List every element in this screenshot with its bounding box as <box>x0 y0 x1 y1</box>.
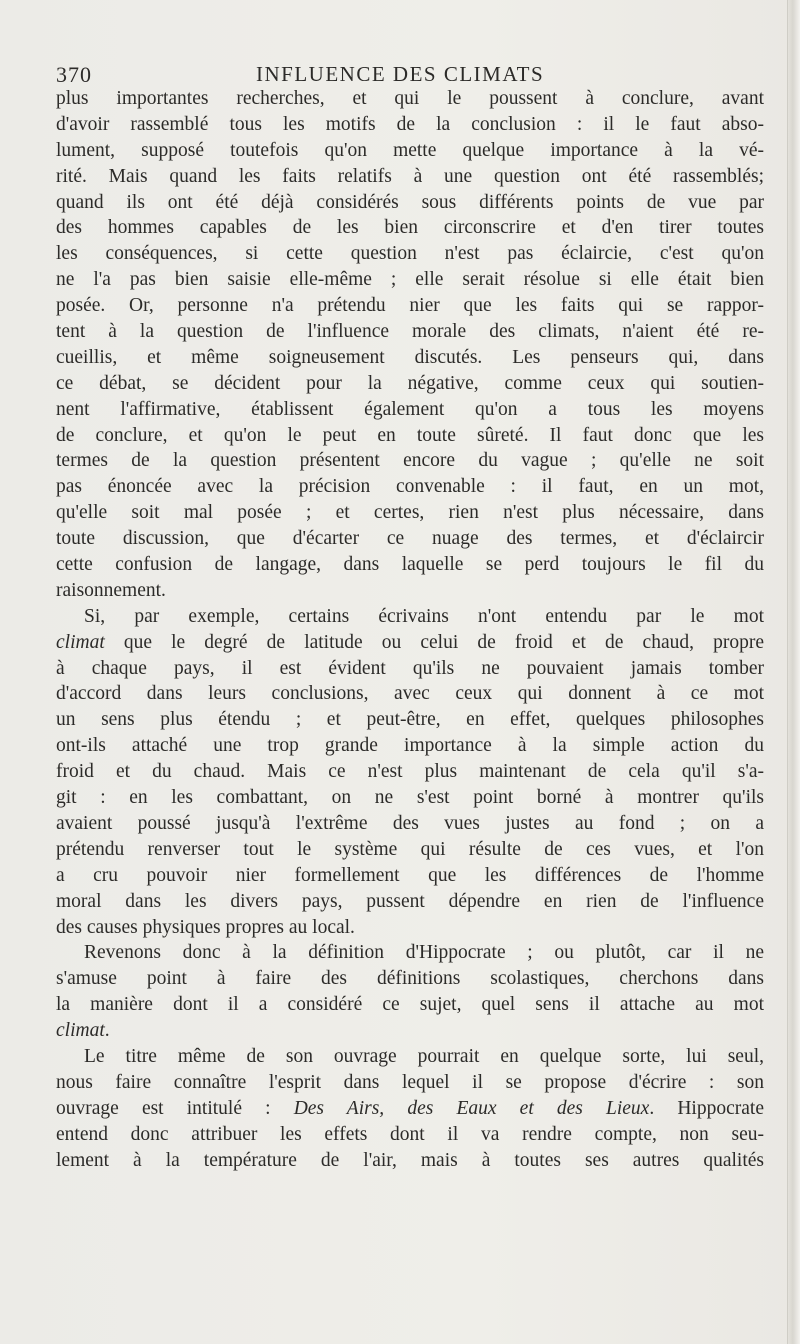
line-text: qu'elle soit mal posée ; et certes, rien n'est plus nécessaire, dans <box>56 502 764 524</box>
line-text: à chaque pays, il est évident qu'ils ne pouvaient jamais tomber <box>56 657 764 679</box>
line-text: quand ils ont été déjà considérés sous différents points de vue par <box>56 191 764 213</box>
line-text: plus importantes recherches, et qui le poussent à conclure, avant <box>56 88 764 109</box>
line-text: ne l'a pas bien saisie elle-même ; elle serait résolue si elle était bien <box>56 269 764 291</box>
text-line <box>56 86 764 112</box>
text-line <box>56 863 764 889</box>
line-text: ont-ils attaché une trop grande importance à la simple action du <box>56 735 764 757</box>
line-text: les conséquences, si cette question n'est pas éclaircie, c'est qu'on <box>56 243 764 265</box>
text-line <box>56 681 764 707</box>
line-text: d'avoir rassemblé tous les motifs de la conclusion : il le faut abso- <box>56 113 764 135</box>
text-line <box>56 837 764 863</box>
text-line <box>56 371 764 397</box>
line-text: des causes physiques propres au local. <box>56 916 355 938</box>
page-edge <box>787 0 800 1344</box>
text-line <box>56 138 764 164</box>
line-text: des hommes capables de les bien circonscrire et d'en tirer toutes <box>56 217 764 239</box>
line-text: posée. Or, personne n'a prétendu nier que les faits qui se rappor- <box>56 295 764 317</box>
line-text: tent à la question de l'influence morale des climats, n'aient été re- <box>56 321 764 343</box>
line-text: rité. Mais quand les faits relatifs à une question ont été rassemblés; <box>56 165 764 187</box>
text-line <box>56 423 764 449</box>
line-text: nous faire connaître l'esprit dans lequel il se propose d'écrire : son <box>56 1071 764 1093</box>
text-line <box>56 215 764 241</box>
text-line <box>56 1122 764 1148</box>
text-line <box>56 630 764 656</box>
line-text: froid et du chaud. Mais ce n'est plus maintenant de cela qu'il s'a- <box>56 761 764 783</box>
page-number: 370 <box>56 62 92 87</box>
text-line <box>56 915 764 941</box>
text-line <box>56 1096 764 1122</box>
text-line <box>56 759 764 785</box>
line-text: lement à la température de l'air, mais à toutes ses autres qualités <box>56 1149 764 1171</box>
line-text: . Hippocrate <box>649 1097 764 1119</box>
text-line <box>56 500 764 526</box>
text-line <box>56 889 764 915</box>
text-line <box>56 293 764 319</box>
line-text: lument, supposé toutefois qu'on mette quelque importance à la vé- <box>56 139 764 161</box>
line-text: ouvrage est intitulé : <box>56 1097 294 1119</box>
line-text: pas énoncée avec la précision convenable : il faut, en un mot, <box>56 476 764 498</box>
text-line <box>56 241 764 267</box>
text-line <box>56 474 764 500</box>
text-line <box>56 733 764 759</box>
line-text: Revenons donc à la définition d'Hippocrate ; ou plutôt, car il ne <box>84 942 764 964</box>
text-line <box>56 397 764 423</box>
body-text <box>56 86 764 1173</box>
text-line <box>56 578 764 604</box>
text-line <box>56 267 764 293</box>
text-line <box>56 345 764 371</box>
line-text: cueillis, et même soigneusement discutés. Les penseurs qui, dans <box>56 346 764 368</box>
line-text: s'amuse point à faire des définitions scolastiques, cherchons dans <box>56 968 764 990</box>
line-text: Le titre même de son ouvrage pourrait en quelque sorte, lui seul, <box>84 1045 764 1067</box>
line-text: nent l'affirmative, établissent également qu'on a tous les moyens <box>56 398 764 420</box>
text-line <box>56 1044 764 1070</box>
text-line <box>56 552 764 578</box>
text-line <box>56 112 764 138</box>
line-text: Si, par exemple, certains écrivains n'ont entendu par le mot <box>84 605 764 627</box>
line-text: cette confusion de langage, dans laquelle se perd toujours le fil du <box>56 554 764 576</box>
line-text: ce débat, se décident pour la négative, comme ceux qui soutien- <box>56 372 764 394</box>
line-text: termes de la question présentent encore du vague ; qu'elle ne soit <box>56 450 764 472</box>
line-text: que le degré de latitude ou celui de froid et de chaud, propre <box>104 631 764 653</box>
text-line <box>56 1148 764 1174</box>
text-line <box>56 604 764 630</box>
running-head: INFLUENCE DES CLIMATS <box>256 62 545 86</box>
italic-term: Des Airs, des Eaux et des Lieux <box>293 1097 650 1119</box>
text-line <box>56 526 764 552</box>
text-line <box>56 940 764 966</box>
line-text: de conclure, et qu'on le peut en toute sûreté. Il faut donc que les <box>56 424 764 446</box>
line-text: la manière dont il a considéré ce sujet, quel sens il attache au mot <box>56 994 764 1016</box>
line-text: d'accord dans leurs conclusions, avec ceux qui donnent à ce mot <box>56 683 764 705</box>
line-text: raisonnement. <box>56 579 166 601</box>
line-text: git : en les combattant, on ne s'est point borné à montrer qu'ils <box>56 787 764 809</box>
line-text: toute discussion, que d'écarter ce nuage des termes, et d'éclaircir <box>56 528 764 550</box>
line-text: un sens plus étendu ; et peut-être, en effet, quelques philosophes <box>56 709 764 731</box>
text-line <box>56 785 764 811</box>
italic-term: climat <box>56 631 105 653</box>
text-line <box>56 448 764 474</box>
text-line <box>56 656 764 682</box>
text-line <box>56 992 764 1018</box>
text-line <box>56 190 764 216</box>
line-text: moral dans les divers pays, pussent dépendre en rien de l'influence <box>56 890 764 912</box>
text-line <box>56 811 764 837</box>
line-text: . <box>104 1020 110 1042</box>
text-line <box>56 1070 764 1096</box>
text-line <box>56 319 764 345</box>
line-text: prétendu renverser tout le système qui résulte de ces vues, et l'on <box>56 838 764 860</box>
text-line <box>56 164 764 190</box>
text-line <box>56 1018 764 1044</box>
line-text: entend donc attribuer les effets dont il va rendre compte, non seu- <box>56 1123 764 1145</box>
line-text: avaient poussé jusqu'à l'extrême des vues justes au fond ; on a <box>56 812 764 834</box>
text-line <box>56 707 764 733</box>
line-text: a cru pouvoir nier formellement que les différences de l'homme <box>56 864 764 886</box>
text-line <box>56 966 764 992</box>
italic-term: climat <box>56 1020 105 1042</box>
